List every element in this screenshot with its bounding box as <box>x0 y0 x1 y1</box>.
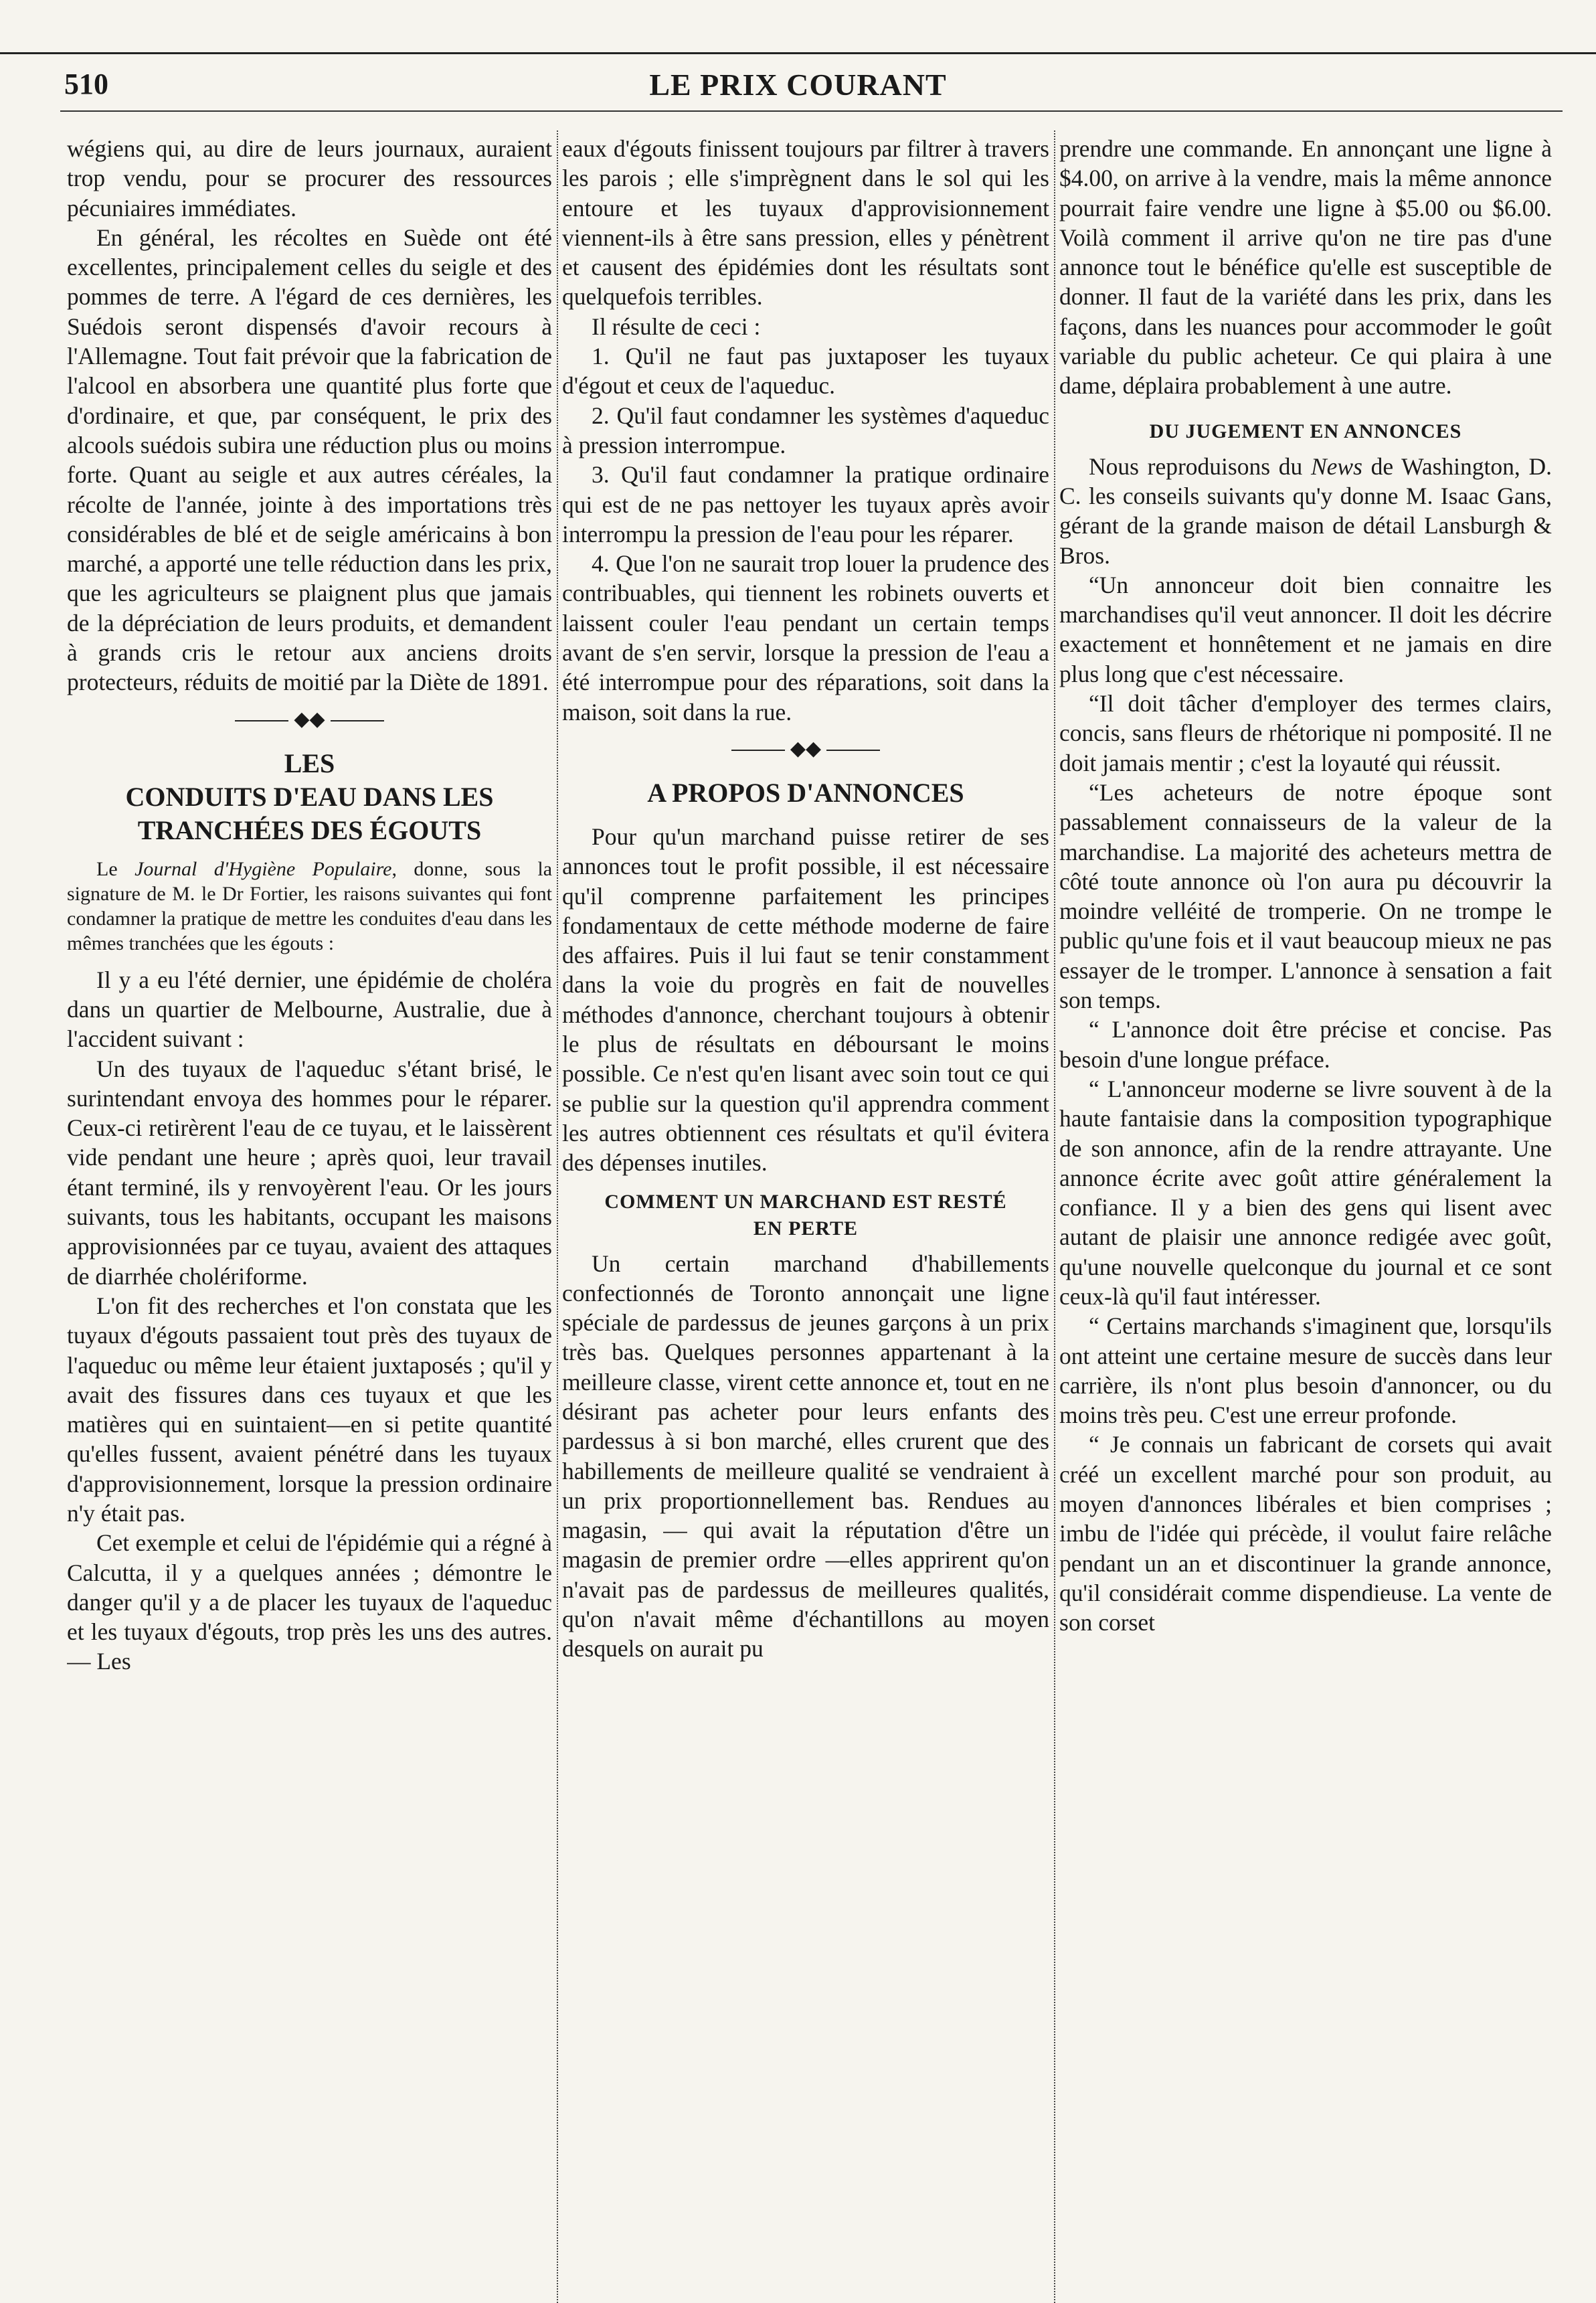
paragraph: Un des tuyaux de l'aqueduc s'étant brisé, le surintendant envoya des hommes pour le réparer. Ceux-ci retirèrent l'eau de ce tuyau, et le laissèrent vide pendant une heure ; après quoi, leur travail étant terminé, ils y renvoyèrent l'eau. Or les jours suivants, tous les habitants, occupant les maisons approvisionnées par ce tuyau, avaient des attaques de diarrhée cholériforme. <box>67 1055 552 1290</box>
ornament-divider: ◆◆ <box>562 734 1049 764</box>
header-rule <box>0 52 1596 54</box>
paragraph: Cet exemple et celui de l'épidémie qui a régné à Calcutta, il y a quelques années ; démontre le danger qu'il y a de placer les tuyaux de l'aqueduc et les tuyaux d'égouts, trop près les uns des autres. — Les <box>67 1529 552 1675</box>
paragraph: Il y a eu l'été dernier, une épidémie de choléra dans un quartier de Melbourne, Australie, due à l'accident suivant : <box>67 966 552 1053</box>
paragraph: L'on fit des recherches et l'on constata que les tuyaux d'égouts passaient tout près des tuyaux de l'aqueduc ou même leur étaient juxtaposés ; qu'il y avait des fissures dans ces tuyaux et que les matières qui en suintaient—en si petite quantité qu'elles fussent, avaient pénétré dans les tuyaux d'approvisionnement, lorsque la pression ordinaire n'y était pas. <box>67 1292 552 1527</box>
paragraph: wégiens qui, au dire de leurs journaux, auraient trop vendu, pour se procurer des ressources pécuniaires immédiates. <box>67 135 552 222</box>
paragraph: prendre une commande. En annonçant une ligne à $4.00, on arrive à la vendre, mais la même annonce pourrait faire vendre une ligne à $5.00 ou $6.00. Voilà comment il arrive qu'on ne tire pas d'une annonce tout le bénéfice qu'elle est susceptible de donner. Il faut de la variété dans les prix, dans les façons, dans les nuances pour accommoder le goût variable du public acheteur. Ce qui plaira à une dame, déplaira probablement à une autre. <box>1059 135 1552 400</box>
sub-heading: EN PERTE <box>753 1217 859 1240</box>
column-divider <box>557 131 558 2303</box>
list-item: 3. Qu'il faut condamner la pratique ordinaire qui est de ne pas nettoyer les tuyaux après avoir interrompu la pression de l'eau pour les réparer. <box>562 461 1049 547</box>
ornament-divider: ◆◆ <box>67 704 552 735</box>
page-number: 510 <box>64 68 108 100</box>
article-heading: TRANCHÉES DES ÉGOUTS <box>137 815 482 845</box>
page-header <box>0 0 1596 114</box>
newspaper-name: News <box>1310 452 1362 480</box>
paragraph: “Les acheteurs de notre époque sont passablement connaisseurs de la valeur de la marchandise. La majorité des acheteurs mettra de côté toute annonce où l'on aura pu découvrir la moindre velléité de tromperie. On ne trompe le public qu'une fois et il vaut beaucoup mieux ne pas essayer de le tromper. L'annonce à sensation a fait son temps. <box>1059 778 1552 1014</box>
column-2 <box>562 134 1049 2303</box>
column-3 <box>1059 134 1552 2303</box>
list-item: 1. Qu'il ne faut pas juxtaposer les tuyaux d'égout et ceux de l'aqueduc. <box>562 343 1049 400</box>
paragraph: “ L'annonce doit être précise et concise. Pas besoin d'une longue préface. <box>1059 1016 1552 1073</box>
paragraph: eaux d'égouts finissent toujours par filtrer à travers les parois ; elle s'imprègnent dans le sol qui les entoure et les tuyaux d'approvisionnement viennent-ils à être sans pression, elles y pénètrent et causent des épidémies dont les résultats sont quelquefois terribles. <box>562 135 1049 311</box>
article-heading: DU JUGEMENT EN ANNONCES <box>1149 420 1462 442</box>
paragraph: “Il doit tâcher d'employer des termes clairs, concis, sans fleurs de rhétorique ni pomposité. Il ne doit jamais mentir ; c'est la loyauté qui réussit. <box>1059 690 1552 776</box>
article-intro <box>67 857 552 956</box>
paragraph: En général, les récoltes en Suède ont été excellentes, principalement celles du seigle et des pommes de terre. A l'égard de ces dernières, les Suédois seront dispensés d'avoir recours à l'Allemagne. Tout fait prévoir que la fabrication de l'alcool en absorbera une quantité plus forte que d'ordinaire, et que, par conséquent, le prix des alcools suédois subira une réduction plus ou moins forte. Quant au seigle et aux autres céréales, la récolte de l'année, jointe à des importations très considérables de blé et de seigle américains à bon marché, a apporté une telle réduction dans les prix, que les agriculteurs se plaignent plus que jamais de la dépréciation de leurs produits, et demandent à grands cris le retour aux anciens droits protecteurs, réduits de moitié par la Diète de 1891. <box>67 224 552 696</box>
column-1 <box>67 134 552 2303</box>
text-run: Nous reproduisons du <box>1089 452 1311 480</box>
column-divider <box>1054 131 1055 2303</box>
list-item: 4. Que l'on ne saurait trop louer la prudence des contribuables, qui tiennent les robinets ouverts et laissent couler l'eau pendant un certain temps avant de s'en servir, lorsque la pression de l'eau a été interrompue pour des réparations, soit dans la maison, soit dans la rue. <box>562 550 1049 726</box>
paragraph: Pour qu'un marchand puisse retirer de ses annonces tout le profit possible, il est nécessaire qu'il comprenne parfaitement les principes fondamentaux de cette méthode moderne de faire des affaires. Puis il lui faut se tenir constamment dans la voie du progrès en fait de nouvelles méthodes d'annonce, cherchant toujours à obtenir le plus de résultats en déboursant le moins possible. Ce n'est qu'en lisant avec soin tout ce qui se publie sur la question qu'il apprendra comment les autres obtiennent ces résultats et qu'il évitera des dépenses inutiles. <box>562 823 1049 1177</box>
text-run: de Washington, D. C. les conseils suivants qu'y donne M. Isaac Gans, gérant de la grande maison de détail Lansburgh & Bros. <box>1059 452 1552 569</box>
article-heading: LES <box>284 748 335 778</box>
list-item: 2. Qu'il faut condamner les systèmes d'aqueduc à pression interrompue. <box>562 402 1049 458</box>
publication-title: LE PRIX COURANT <box>649 68 947 102</box>
paragraph: “ Je connais un fabricant de corsets qui avait créé un excellent marché pour son produit, au moyen d'annonces libérales et bien comprises ; imbu de l'idée qui précède, il voulut faire relâche pendant un an et discontinuer la grande annonce, qu'il considérait comme dispendieuse. La vente de son corset <box>1059 1431 1552 1636</box>
intro-text: , donne, sous la signature de M. le Dr Fortier, les raisons suivantes qui font condamner la pratique de mettre les conduites d'eau dans les mêmes tranchées que les égouts : <box>67 857 552 954</box>
sub-heading: COMMENT UN MARCHAND EST RESTÉ <box>604 1190 1007 1213</box>
paragraph: “ L'annonceur moderne se livre souvent à de la haute fantaisie dans la composition typographique de son annonce, afin de la rendre attrayante. Une annonce écrite avec goût attire généralement la confiance. Il y a bien des gens qui lisent avec autant de plaisir une annonce redigée avec goût, qu'une nouvelle quelconque du journal et ce sont ceux-là qu'il faut intéresser. <box>1059 1075 1552 1310</box>
paragraph: “Un annonceur doit bien connaitre les marchandises qu'il veut annoncer. Il doit les décrire exactement et honnêtement et ne jamais en dire plus long que c'est nécessaire. <box>1059 571 1552 687</box>
paragraph: “ Certains marchands s'imaginent que, lorsqu'ils ont atteint une certaine mesure de succès dans leur carrière, ils n'ont plus besoin d'annoncer, ou du moins très peu. C'est une erreur profonde. <box>1059 1312 1552 1429</box>
article-heading: A PROPOS D'ANNONCES <box>647 777 964 808</box>
intro-text: Le <box>96 857 135 880</box>
paragraph <box>1059 452 1552 570</box>
article-heading: CONDUITS D'EAU DANS LES <box>125 781 494 812</box>
paragraph: Il résulte de ceci : <box>592 313 761 340</box>
header-underline <box>60 110 1563 112</box>
paragraph: Un certain marchand d'habillements confectionnés de Toronto annonçait une ligne spéciale de pardessus de jeunes garçons à un prix très bas. Quelques personnes appartenant à la meilleure classe, virent cette annonce et, tout en ne désirant pas acheter pour leurs enfants des pardessus à si bon marché, elles crurent que des habillements de meilleure qualité se vendraient à un prix proportionnellement bas. Rendues au magasin, — qui avait la réputation d'être un magasin de premier ordre —elles apprirent qu'on n'avait pas de pardessus de meilleures qualités, qu'on n'avait même d'échantillons au moyen desquels on aurait pu <box>562 1250 1049 1662</box>
journal-name: Journal d'Hygiène Populaire <box>135 857 392 880</box>
